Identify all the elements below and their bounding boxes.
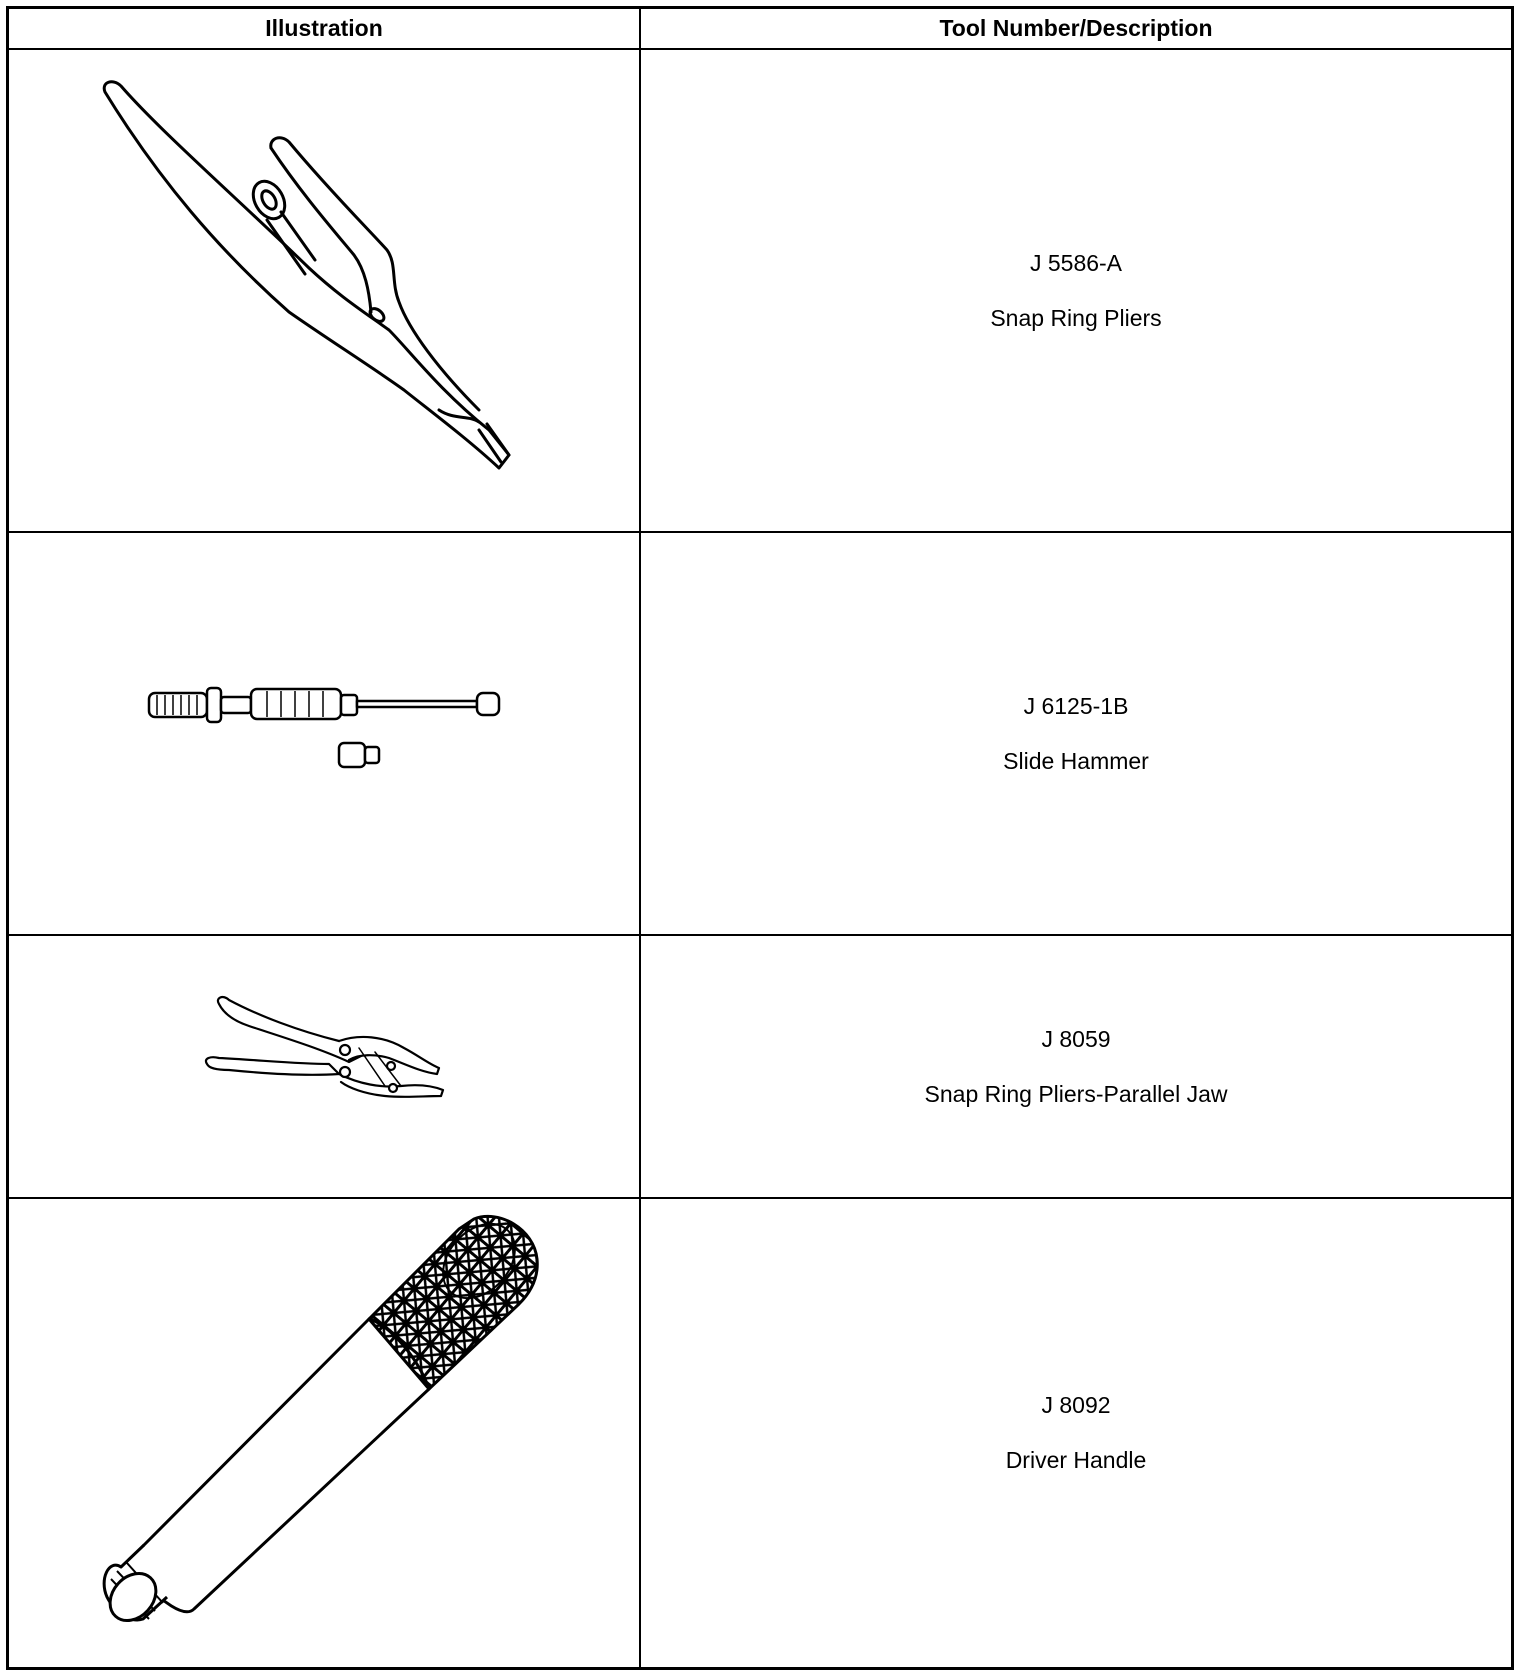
tool-number: J 6125-1B [1023, 692, 1129, 719]
header-tool-description: Tool Number/Description [939, 15, 1213, 41]
tool-description: Slide Hammer [1003, 747, 1149, 774]
table-row [9, 1199, 1511, 1667]
table-row [9, 50, 1511, 533]
table-row [9, 533, 1511, 936]
tool-number: J 5586-A [1029, 249, 1123, 276]
tool-description: Snap Ring Pliers [990, 304, 1162, 331]
tool-description-cell [641, 533, 1511, 934]
parallel-jaw-pliers-icon [9, 936, 639, 1197]
table-header [9, 9, 1511, 50]
driver-handle-icon [9, 1199, 639, 1667]
tool-description-cell [641, 50, 1511, 531]
header-illustration: Illustration [265, 15, 383, 41]
tool-table [6, 6, 1514, 1670]
tool-description-cell [641, 1199, 1511, 1667]
illustration-cell [9, 533, 639, 934]
illustration-cell [9, 1199, 639, 1667]
tool-description: Snap Ring Pliers-Parallel Jaw [924, 1080, 1228, 1107]
tool-description: Driver Handle [1005, 1447, 1147, 1473]
snap-ring-pliers-icon [9, 50, 639, 531]
illustration-cell [9, 936, 639, 1197]
slide-hammer-icon [9, 533, 639, 934]
tool-number: J 8092 [1041, 1392, 1111, 1418]
table-row [9, 936, 1511, 1199]
tool-number: J 8059 [1041, 1025, 1111, 1052]
illustration-cell [9, 50, 639, 531]
tool-description-cell [641, 936, 1511, 1197]
